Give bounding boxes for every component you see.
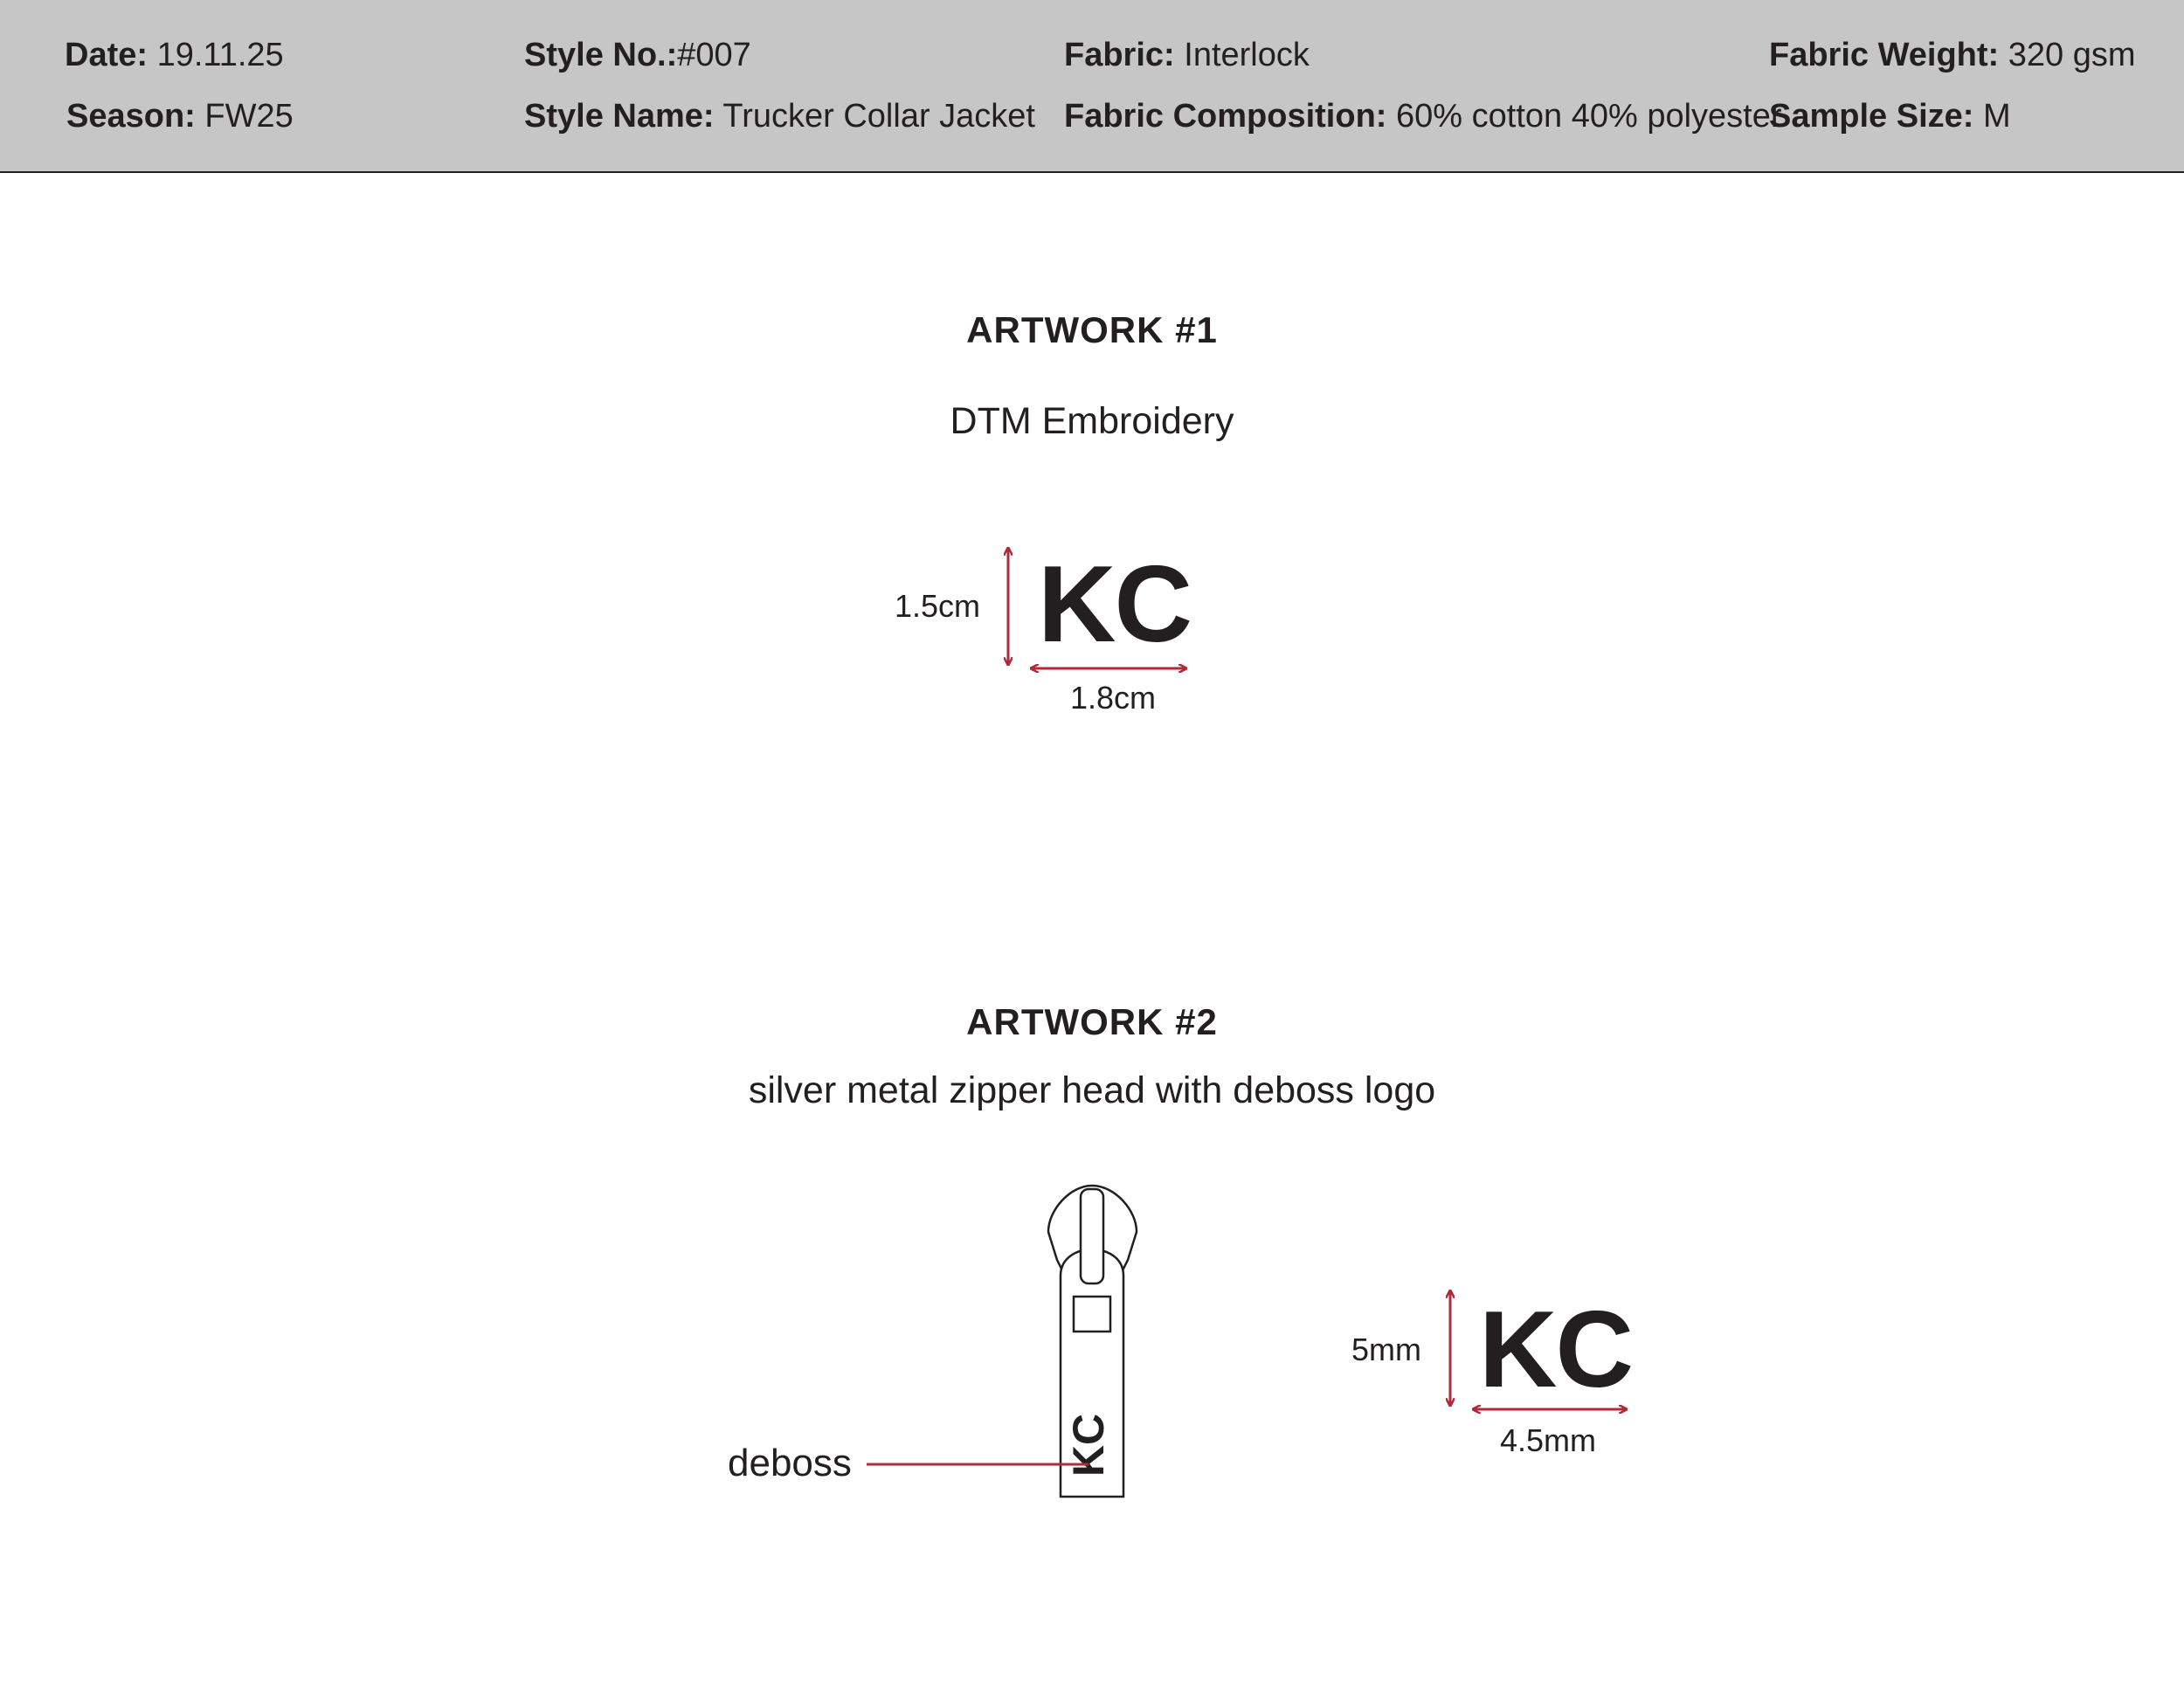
header-fabric-weight: Fabric Weight: 320 gsm (1769, 37, 2136, 73)
artwork2-logo: KC (1479, 1290, 1633, 1410)
header-fabric-composition: Fabric Composition: 60% cotton 40% polyester (1064, 98, 1782, 135)
header-style-name: Style Name: Trucker Collar Jacket (524, 98, 1035, 135)
header-date: Date: 19.11.25 (65, 37, 284, 73)
artwork2-height-label: 5mm (1351, 1332, 1421, 1367)
artwork1-height-label: 1.5cm (895, 588, 981, 624)
header-fabric: Fabric: Interlock (1064, 37, 1310, 73)
artwork1-title: ARTWORK #1 (966, 309, 1218, 350)
zipper-deboss-logo: KC (1064, 1413, 1114, 1477)
artwork2-width-label: 4.5mm (1500, 1422, 1597, 1458)
artwork2-title: ARTWORK #2 (966, 1001, 1218, 1042)
artwork1-subtitle: DTM Embroidery (950, 400, 1234, 442)
header-sample-size: Sample Size: M (1769, 98, 2011, 135)
deboss-callout-label: deboss (728, 1442, 852, 1484)
artwork2-subtitle: silver metal zipper head with deboss logo (748, 1069, 1436, 1111)
zipper-slot (1081, 1189, 1103, 1283)
artwork1-width-label: 1.8cm (1070, 680, 1157, 716)
header-season: Season: FW25 (66, 98, 294, 135)
artwork1-logo: KC (1038, 544, 1192, 665)
zipper-window (1074, 1297, 1110, 1332)
header-style-no: Style No.:#007 (524, 37, 751, 73)
